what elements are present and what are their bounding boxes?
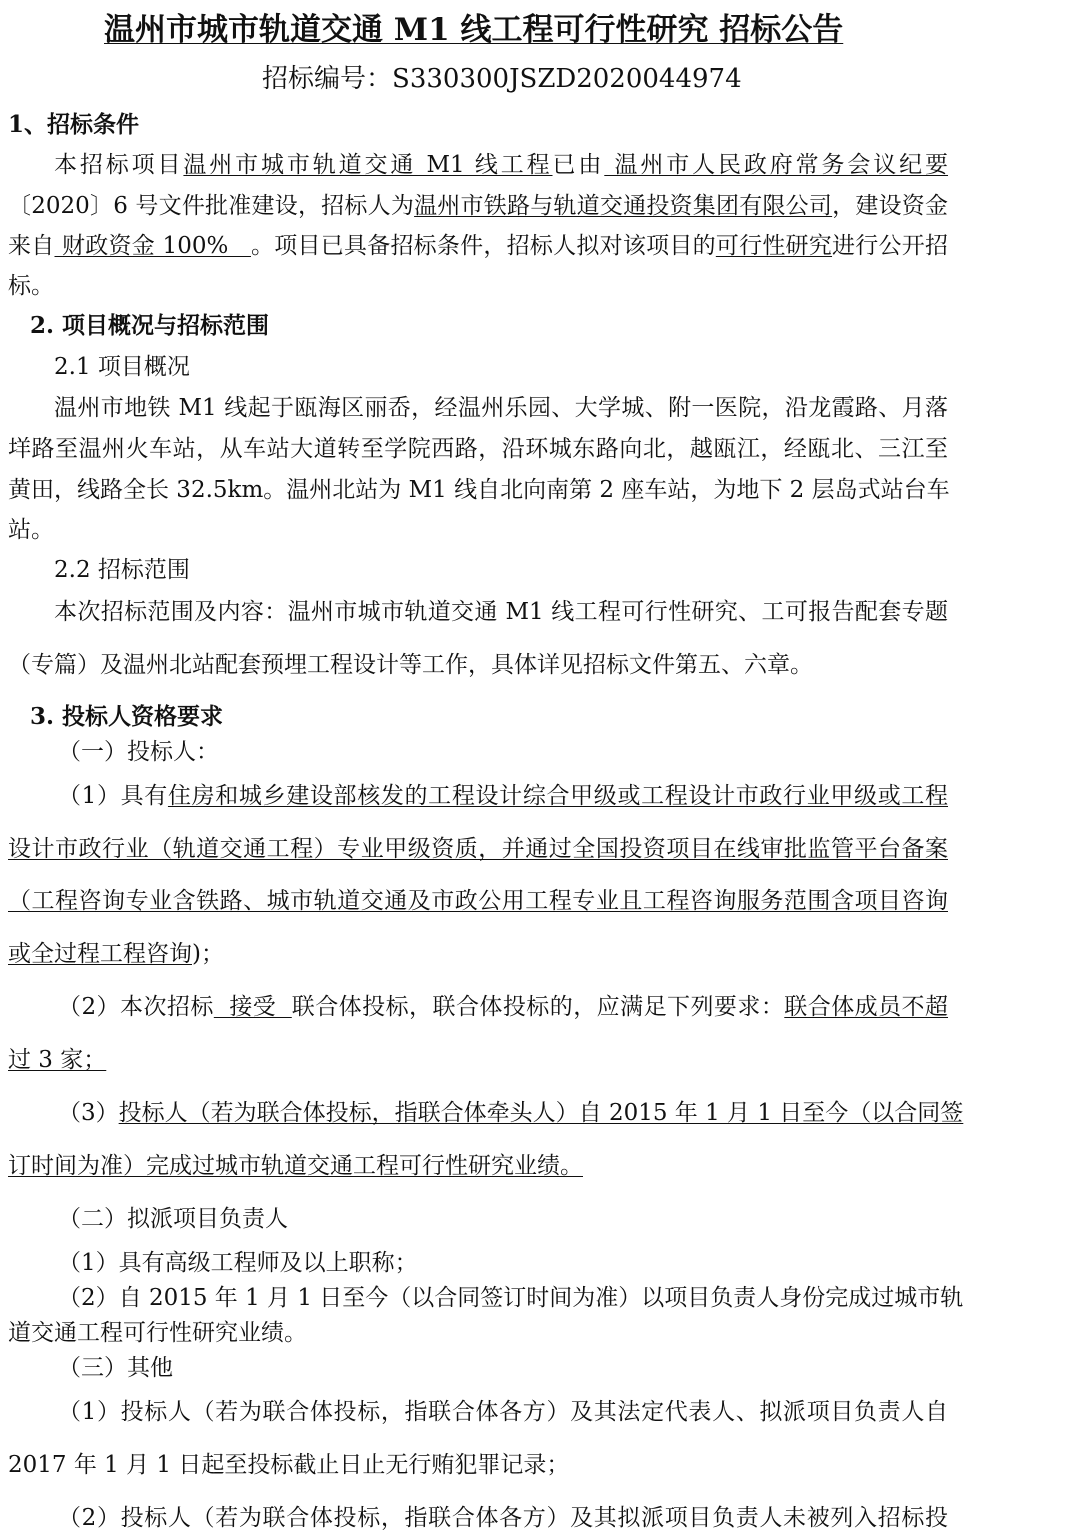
s1-text: 来自 bbox=[8, 233, 55, 259]
s2-line-1: 温州市地铁 M1 线起于瓯海区丽岙，经温州乐园、大学城、附一医院，沿龙霞路、月落 bbox=[54, 395, 948, 421]
o1-line-1: （1）投标人（若为联合体投标，指联合体各方）及其法定代表人、拟派项目负责人自 bbox=[58, 1399, 948, 1425]
q1-text: 或全过程工程咨询 bbox=[8, 941, 192, 967]
s3-group-1: （一）投标人： bbox=[58, 739, 219, 765]
s2-sub-2: 2.2 招标范围 bbox=[54, 557, 190, 583]
s1-line-4: 标。 bbox=[8, 273, 54, 299]
document-title: 温州市城市轨道交通 M1 线工程可行性研究 招标公告 bbox=[104, 12, 844, 48]
o1-line-2: 2017 年 1 月 1 日起至投标截止日止无行贿犯罪记录； bbox=[8, 1452, 570, 1478]
s1-text: 〔2020〕6 号文件 bbox=[8, 193, 206, 219]
bid-scope-item: 可行性研究 bbox=[715, 233, 833, 259]
s1-text: 本招标项目 bbox=[54, 152, 184, 178]
r1-line: （1）具有高级工程师及以上职称； bbox=[58, 1250, 418, 1276]
section-2-heading: 2. 项目概况与招标范围 bbox=[30, 312, 270, 339]
s2-line-3: 黄田，线路全长 32.5km。温州北站为 M1 线自北向南第 2 座车站，为地下 2 层岛式站台车 bbox=[8, 477, 950, 503]
funding-source: 财政资金 100% bbox=[54, 233, 251, 259]
s2-line-2: 垟路至温州火车站，从车站大道转至学院西路，沿环城东路向北，越瓯江，经瓯北、三江至 bbox=[8, 436, 948, 462]
r2-line-2: 道交通工程可行性研究业绩。 bbox=[8, 1320, 307, 1346]
s2-sub-1: 2.1 项目概况 bbox=[54, 354, 190, 380]
s1-line-2 bbox=[8, 191, 948, 221]
q2-line-2: 过 3 家； bbox=[8, 1047, 107, 1073]
q1-line-3: （工程咨询专业含铁路、城市轨道交通及市政公用工程专业且工程咨询服务范围含项目咨询 bbox=[8, 888, 948, 914]
q2-requirement: 联合体成员不超 bbox=[784, 994, 949, 1020]
q1-end: )； bbox=[192, 941, 224, 967]
q2-accept: 接受 bbox=[213, 994, 292, 1020]
s1-text: 进行公开招 bbox=[832, 233, 949, 259]
tenderer-name: 温州市铁路与轨道交通投资集团有限公司 bbox=[414, 193, 833, 219]
q1-line-1 bbox=[8, 781, 948, 811]
s1-line-3 bbox=[8, 231, 948, 261]
o2-line-1: （2）投标人（若为联合体投标，指联合体各方）及其拟派项目负责人未被列入招标投 bbox=[58, 1505, 948, 1531]
s1-line-1 bbox=[8, 150, 948, 180]
q1-prefix: （1）具有 bbox=[58, 783, 168, 809]
q3-line-2: 订时间为准）完成过城市轨道交通工程可行性研究业绩。 bbox=[8, 1153, 583, 1179]
s2-line-4: 站。 bbox=[8, 517, 54, 543]
s1-text: 已由 bbox=[552, 152, 605, 178]
s1-text: 批准建设，招标人为 bbox=[205, 193, 415, 219]
s3-group-3: （三）其他 bbox=[58, 1355, 173, 1381]
section-1-heading: 1、招标条件 bbox=[8, 111, 140, 138]
bid-number bbox=[262, 62, 742, 96]
q2-text: （2）本次招标 bbox=[58, 994, 214, 1020]
s2-line-5: 本次招标范围及内容：温州市城市轨道交通 M1 线工程可行性研究、工可报告配套专题 bbox=[54, 599, 948, 625]
q3-text: 投标人（若为联合体投标，指联合体牵头人）自 2015 年 1 月 1 日至今（以合同签 bbox=[118, 1100, 964, 1126]
q1-line-2: 设计市政行业（轨道交通工程）专业甲级资质，并通过全国投资项目在线审批监管平台备案 bbox=[8, 836, 948, 862]
q3-line-1 bbox=[8, 1098, 964, 1128]
s3-group-2: （二）拟派项目负责人 bbox=[58, 1206, 288, 1232]
q3-prefix: （3） bbox=[58, 1100, 119, 1126]
q1-text: 住房和城乡建设部核发的工程设计综合甲级或工程设计市政行业甲级或工程 bbox=[167, 783, 949, 809]
s2-line-6: （专篇）及温州北站配套预埋工程设计等工作，具体详见招标文件第五、六章。 bbox=[8, 652, 813, 678]
project-name: 温州市城市轨道交通 M1 线工程 bbox=[183, 152, 553, 178]
approval-doc: 温州市人民政府常务会议纪要 bbox=[604, 152, 949, 178]
q1-line-4 bbox=[8, 939, 948, 969]
q2-line-1 bbox=[8, 992, 948, 1022]
bid-number-label: 招标编号： bbox=[262, 64, 393, 94]
r2-line-1: （2）自 2015 年 1 月 1 日至今（以合同签订时间为准）以项目负责人身份完成过城市轨 bbox=[58, 1285, 964, 1311]
q2-text: 联合体投标，联合体投标的，应满足下列要求： bbox=[291, 994, 785, 1020]
section-3-heading: 3. 投标人资格要求 bbox=[30, 703, 224, 730]
s1-text: ，建设资金 bbox=[832, 193, 949, 219]
bid-number-value: S330300JSZD2020044974 bbox=[392, 64, 742, 94]
s1-text: 。项目已具备招标条件，招标人拟对该项目的 bbox=[250, 233, 716, 259]
